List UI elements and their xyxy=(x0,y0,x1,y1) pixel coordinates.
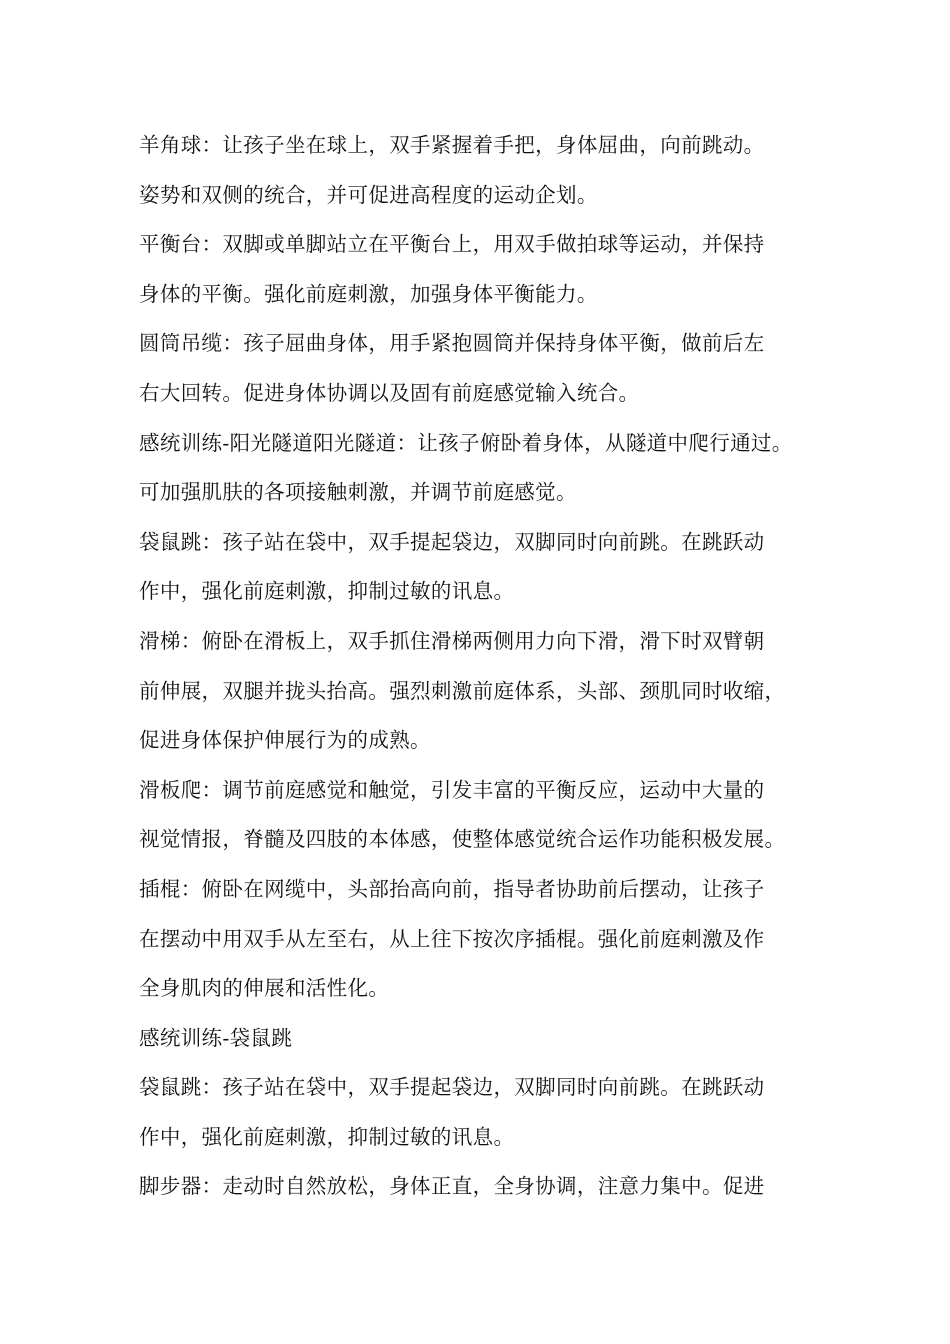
text-line: 袋鼠跳：孩子站在袋中，双手提起袋边，双脚同时向前跳。在跳跃动 xyxy=(139,1075,765,1100)
text-line: 身体的平衡。强化前庭刺激，加强身体平衡能力。 xyxy=(139,281,598,306)
body-text xyxy=(139,121,839,1212)
text-line: 促进身体保护伸展行为的成熟。 xyxy=(139,728,431,753)
section-heading: 感统训练-袋鼠跳 xyxy=(139,1025,293,1050)
text-line: 袋鼠跳：孩子站在袋中，双手提起袋边，双脚同时向前跳。在跳跃动 xyxy=(139,529,765,554)
text-line: 羊角球：让孩子坐在球上，双手紧握着手把，身体屈曲，向前跳动。 xyxy=(139,133,765,157)
text-line: 在摆动中用双手从左至右，从上往下按次序插棍。强化前庭刺激及作 xyxy=(139,926,765,951)
text-line: 姿势和双侧的统合，并可促进高程度的运动企划。 xyxy=(139,182,598,207)
text-line: 右大回转。促进身体协调以及固有前庭感觉输入统合。 xyxy=(139,380,640,405)
text-line: 作中，强化前庭刺激，抑制过敏的讯息。 xyxy=(139,1124,515,1149)
text-line: 滑板爬：调节前庭感觉和触觉，引发丰富的平衡反应，运动中大量的 xyxy=(139,777,765,802)
text-line: 脚步器：走动时自然放松，身体正直，全身协调，注意力集中。促进 xyxy=(139,1174,765,1199)
text-line: 感统训练-阳光隧道阳光隧道：让孩子俯卧着身体，从隧道中爬行通过。 xyxy=(139,430,793,455)
text-line: 平衡台：双脚或单脚站立在平衡台上，用双手做拍球等运动，并保持 xyxy=(139,232,765,257)
text-line: 滑梯：俯卧在滑板上，双手抓住滑梯两侧用力向下滑，滑下时双臂朝 xyxy=(139,628,765,653)
text-line: 前伸展，双腿并拢头抬高。强烈刺激前庭体系，头部、颈肌同时收缩， xyxy=(139,678,786,703)
text-line: 作中，强化前庭刺激，抑制过敏的讯息。 xyxy=(139,579,515,604)
text-line: 插棍：俯卧在网缆中，头部抬高向前，指导者协助前后摆动，让孩子 xyxy=(139,876,765,901)
text-line: 全身肌肉的伸展和活性化。 xyxy=(139,976,390,1001)
text-line: 视觉情报，脊髓及四肢的本体感，使整体感觉统合运作功能积极发展。 xyxy=(139,827,786,852)
text-line: 可加强肌肤的各项接触刺激，并调节前庭感觉。 xyxy=(139,480,577,505)
text-line: 圆筒吊缆：孩子屈曲身体，用手紧抱圆筒并保持身体平衡，做前后左 xyxy=(139,331,765,356)
